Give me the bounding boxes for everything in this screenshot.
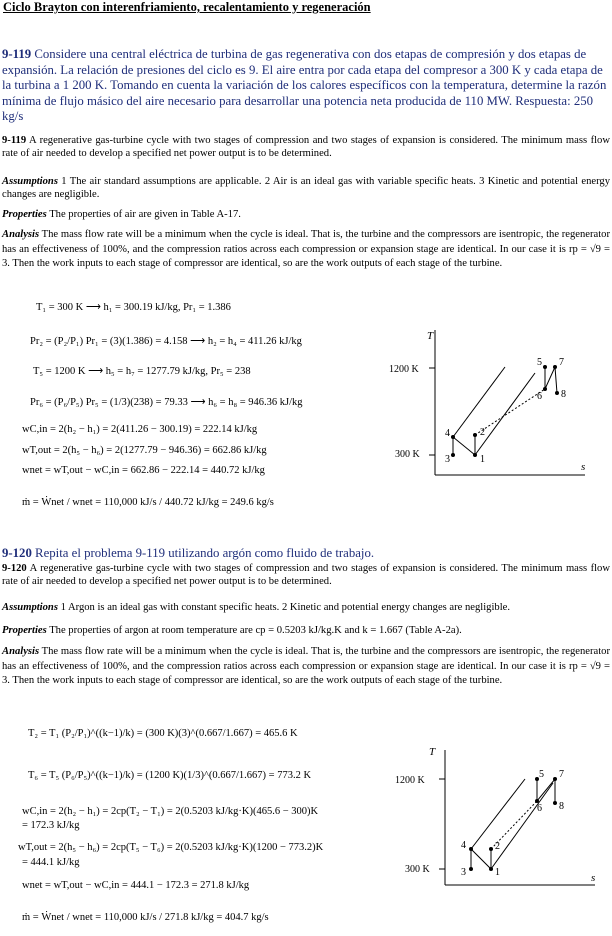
problem-statement-en: 9-120 A regenerative gas-turbine cycle with two stages of compression and two stages of expansion is considered. The minimum mass flow rate of air needed to develop a specified net power output is to be determined. bbox=[2, 563, 610, 588]
equation-line: Pr₆ = (P₆/P₅) Pr₅ = (1/3)(238) = 79.33 ⟶ h₆ = h₈ = 946.36 kJ/kg bbox=[30, 397, 303, 408]
equation-line: Pr₂ = (P₂/P₁) Pr₁ = (3)(1.386) = 4.158 ⟶ h₂ = h₄ = 411.26 kJ/kg bbox=[30, 336, 302, 347]
temp-label-high: 1200 K bbox=[395, 775, 425, 786]
equation-line: ṁ = Ẇnet / wnet = 110,000 kJ/s / 271.8 kJ/kg = 404.7 kg/s bbox=[22, 912, 269, 923]
equation-line: wT,out = 2(h₅ − h₆) = 2(1277.79 − 946.36) = 662.86 kJ/kg bbox=[22, 445, 267, 456]
state-label: 3 bbox=[461, 867, 466, 878]
state-label: 8 bbox=[559, 801, 564, 812]
page-title: Ciclo Brayton con interenfriamiento, recalentamiento y regeneración bbox=[3, 0, 371, 14]
equation-line: = 172.3 kJ/kg bbox=[22, 820, 80, 831]
state-label: 5 bbox=[539, 769, 544, 780]
equation-line: T₆ = T₅ (P₆/P₅)^((k−1)/k) = (1200 K)(1/3)^(0.667/1.667) = 773.2 K bbox=[28, 770, 312, 781]
temp-label-high: 1200 K bbox=[389, 364, 419, 375]
analysis: Analysis The mass flow rate will be a minimum when the cycle is ideal. That is, the turbine and the compressors are isentropic, the regenerator has an effectiveness of 100%, and the compression ratios across each compression or expansion stage are identical. In our case it is rp = √9 = 3. Then the work inputs to each stage of compressor are identical, so are the work outputs of each stage of the turbine. bbox=[2, 229, 610, 269]
assumptions: Assumptions 1 Argon is an ideal gas with constant specific heats. 2 Kinetic and potential energy changes are negligible. bbox=[2, 602, 511, 613]
properties: Properties The properties of argon at room temperature are cp = 0.5203 kJ/kg.K and k = 1.667 (Table A-2a). bbox=[2, 625, 462, 636]
properties: Properties The properties of air are given in Table A-17. bbox=[2, 209, 241, 220]
state-label: 4 bbox=[445, 428, 450, 439]
state-label: 1 bbox=[495, 867, 500, 878]
temp-label-low: 300 K bbox=[405, 864, 430, 875]
state-label: 1 bbox=[480, 454, 485, 465]
state-label: 8 bbox=[561, 389, 566, 400]
state-label: 6 bbox=[537, 391, 542, 402]
equation-line: wC,in = 2(h₂ − h₁) = 2cp(T₂ − T₁) = 2(0.5203 kJ/kg·K)(465.6 − 300)K bbox=[22, 806, 319, 817]
state-label: 7 bbox=[559, 769, 564, 780]
equation-line: wnet = wT,out − wC,in = 444.1 − 172.3 = 271.8 kJ/kg bbox=[22, 880, 250, 891]
problem-number: 9-119 bbox=[2, 47, 32, 61]
axis-label-t: T bbox=[429, 746, 436, 758]
state-label: 2 bbox=[480, 427, 485, 438]
equation-line: T₂ = T₁ (P₂/P₁)^((k−1)/k) = (300 K)(3)^(0.667/1.667) = 465.6 K bbox=[28, 728, 298, 739]
equation-line: T₅ = 1200 K ⟶ h₅ = h₇ = 1277.79 kJ/kg, Pr₅ = 238 bbox=[33, 366, 251, 377]
equation-line: wC,in = 2(h₂ − h₁) = 2(411.26 − 300.19) = 222.14 kJ/kg bbox=[22, 424, 258, 435]
axis-label-t: T bbox=[427, 330, 434, 342]
state-label: 5 bbox=[537, 357, 542, 368]
problem-statement-es: 9-119 Considere una central eléctrica de turbina de gas regenerativa con dos etapas de compresión y dos etapas de expansión. La relación de presiones del ciclo es 9. El aire entra por cada etapa del compresor a 300 K y cada etapa de la turbina a 1 200 K. Tomando en cuenta la variación de los calores específicos con la temperatura, determine la razón mínima de flujo másico del aire necesario para desarrollar una potencia neta producida de 110 MW. Respuesta: 250 kg/s bbox=[2, 47, 607, 123]
problem-statement-en: 9-119 A regenerative gas-turbine cycle with two stages of compression and two stages of expansion is considered. The minimum mass flow rate of air needed to develop a specified net power output is to be determined. bbox=[2, 135, 610, 160]
state-label: 7 bbox=[559, 357, 564, 368]
state-label: 6 bbox=[537, 803, 542, 814]
equation-line: ṁ = Ẇnet / wnet = 110,000 kJ/s / 440.72 kJ/kg = 249.6 kg/s bbox=[22, 497, 274, 508]
temp-label-low: 300 K bbox=[395, 449, 420, 460]
problem-statement-es: 9-120 Repita el problema 9-119 utilizando argón como fluido de trabajo. bbox=[2, 546, 375, 560]
assumptions: Assumptions 1 The air standard assumptions are applicable. 2 Air is an ideal gas with variable specific heats. 3 Kinetic and potential energy changes are negligible. bbox=[2, 176, 610, 201]
axis-label-s: s bbox=[591, 872, 596, 884]
equation-line: = 444.1 kJ/kg bbox=[22, 857, 80, 868]
equation-line: wT,out = 2(h₅ − h₆) = 2cp(T₅ − T₆) = 2(0.5203 kJ/kg·K)(1200 − 773.2)K bbox=[18, 842, 324, 853]
equation-line: wnet = wT,out − wC,in = 662.86 − 222.14 = 440.72 kJ/kg bbox=[22, 465, 265, 476]
analysis: Analysis The mass flow rate will be a minimum when the cycle is ideal. That is, the turbine and the compressors are isentropic, the regenerator has an effectiveness of 100%, and the compression ratios across each compression or expansion stage are identical. In our case it is rp = √9 = 3. Then the work inputs to each stage of compressor are identical, so are the work outputs of each stage of the turbine. bbox=[2, 646, 610, 686]
ts-diagram bbox=[395, 745, 605, 895]
ts-diagram bbox=[385, 325, 595, 485]
equation-line: T₁ = 300 K ⟶ h₁ = 300.19 kJ/kg, Pr₁ = 1.386 bbox=[36, 302, 231, 313]
state-label: 4 bbox=[461, 840, 466, 851]
axis-label-s: s bbox=[581, 461, 586, 473]
state-label: 3 bbox=[445, 454, 450, 465]
state-label: 2 bbox=[495, 841, 500, 852]
